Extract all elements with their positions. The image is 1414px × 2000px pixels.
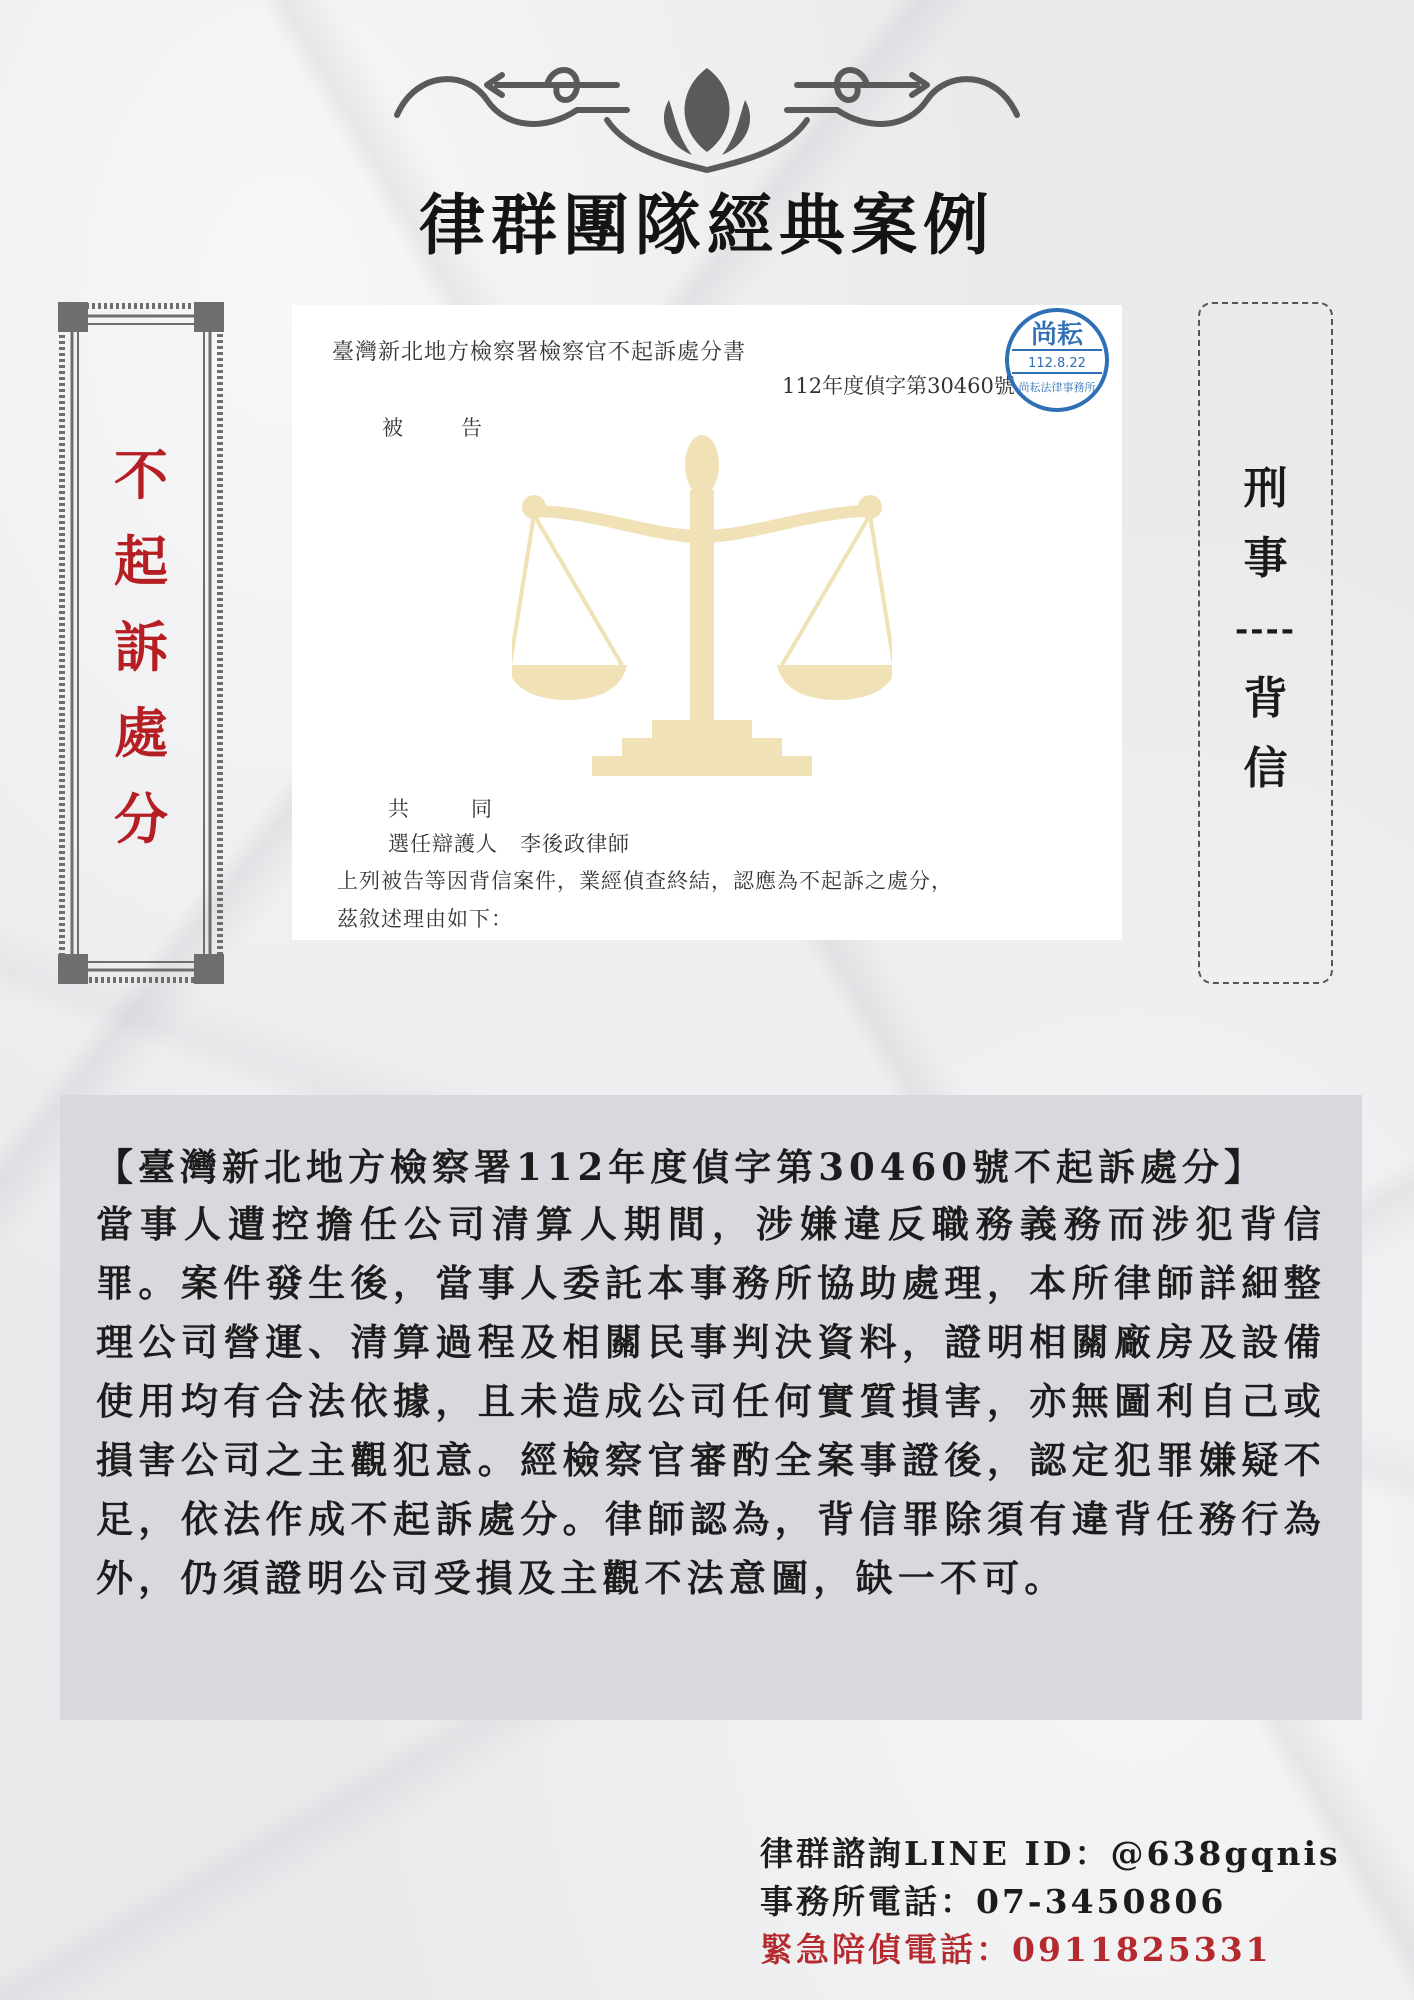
stamp-org: 尚耘法律事務所 [1018,381,1096,394]
left-label-char: 不 [114,443,168,507]
stamp-name: 尚耘 [1030,320,1084,350]
left-vertical-frame [58,302,224,984]
case-summary-title: 【臺灣新北地方檢察署112年度偵字第30460號不起訴處分】 [96,1145,1266,1189]
scales-of-justice-icon [512,435,892,795]
defendant-label: 被告 [382,416,540,440]
contact-info [760,1830,1341,1974]
joint-label: 共同 [388,797,554,821]
left-label-char: 處 [114,701,168,765]
category-char: 信 [1243,743,1288,794]
reason-line: 茲敘述理由如下： [337,907,513,931]
document-excerpt [292,305,1122,940]
emergency-phone-text: 緊急陪偵電話：0911825331 [760,1930,1272,1969]
right-category-label [1198,302,1333,984]
line-id-text: 律群諮詢LINE ID：@638gqnis [760,1834,1341,1873]
document-heading: 臺灣新北地方檢察署檢察官不起訴處分書 [332,340,747,365]
page-title: 律群團隊經典案例 [419,186,995,264]
left-vertical-label [58,432,224,862]
law-firm-stamp [1002,305,1112,415]
category-char: 背 [1243,673,1288,724]
category-separator: ---- [1234,610,1297,648]
defender-line: 選任辯護人 李後政律師 [388,832,630,856]
left-label-char: 訴 [114,615,168,679]
left-label-char: 分 [114,787,168,851]
case-summary-body: 當事人遭控擔任公司清算人期間，涉嫌違反職務義務而涉犯背信罪。案件發生後，當事人委託本事務所協助處理，本所律師詳細整理公司營運、清算過程及相關民事判決資料，證明相關廠房及設備使用均有合法依據，且未造成公司任何實質損害，亦無圖利自己或損害公司之主觀犯意。經檢察官審酌全案事證後，認定犯罪嫌疑不足，依法作成不起訴處分。律師認為，背信罪除須有違背任務行為外，仍須證明公司受損及主觀不法意圖，缺一不可。 [96,1202,1326,1600]
office-phone-text: 事務所電話：07-3450806 [760,1882,1227,1921]
document-case-number: 112年度偵字第30460號 [782,374,1015,398]
ornament-flourish [377,60,1037,180]
category-char: 事 [1243,533,1288,584]
category-char: 刑 [1243,463,1288,514]
case-summary-panel [60,1095,1362,1720]
left-label-char: 起 [114,529,168,593]
conclusion-line: 上列被告等因背信案件，業經偵查終結，認應為不起訴之處分， [337,869,953,893]
stamp-date: 112.8.22 [1028,356,1086,371]
